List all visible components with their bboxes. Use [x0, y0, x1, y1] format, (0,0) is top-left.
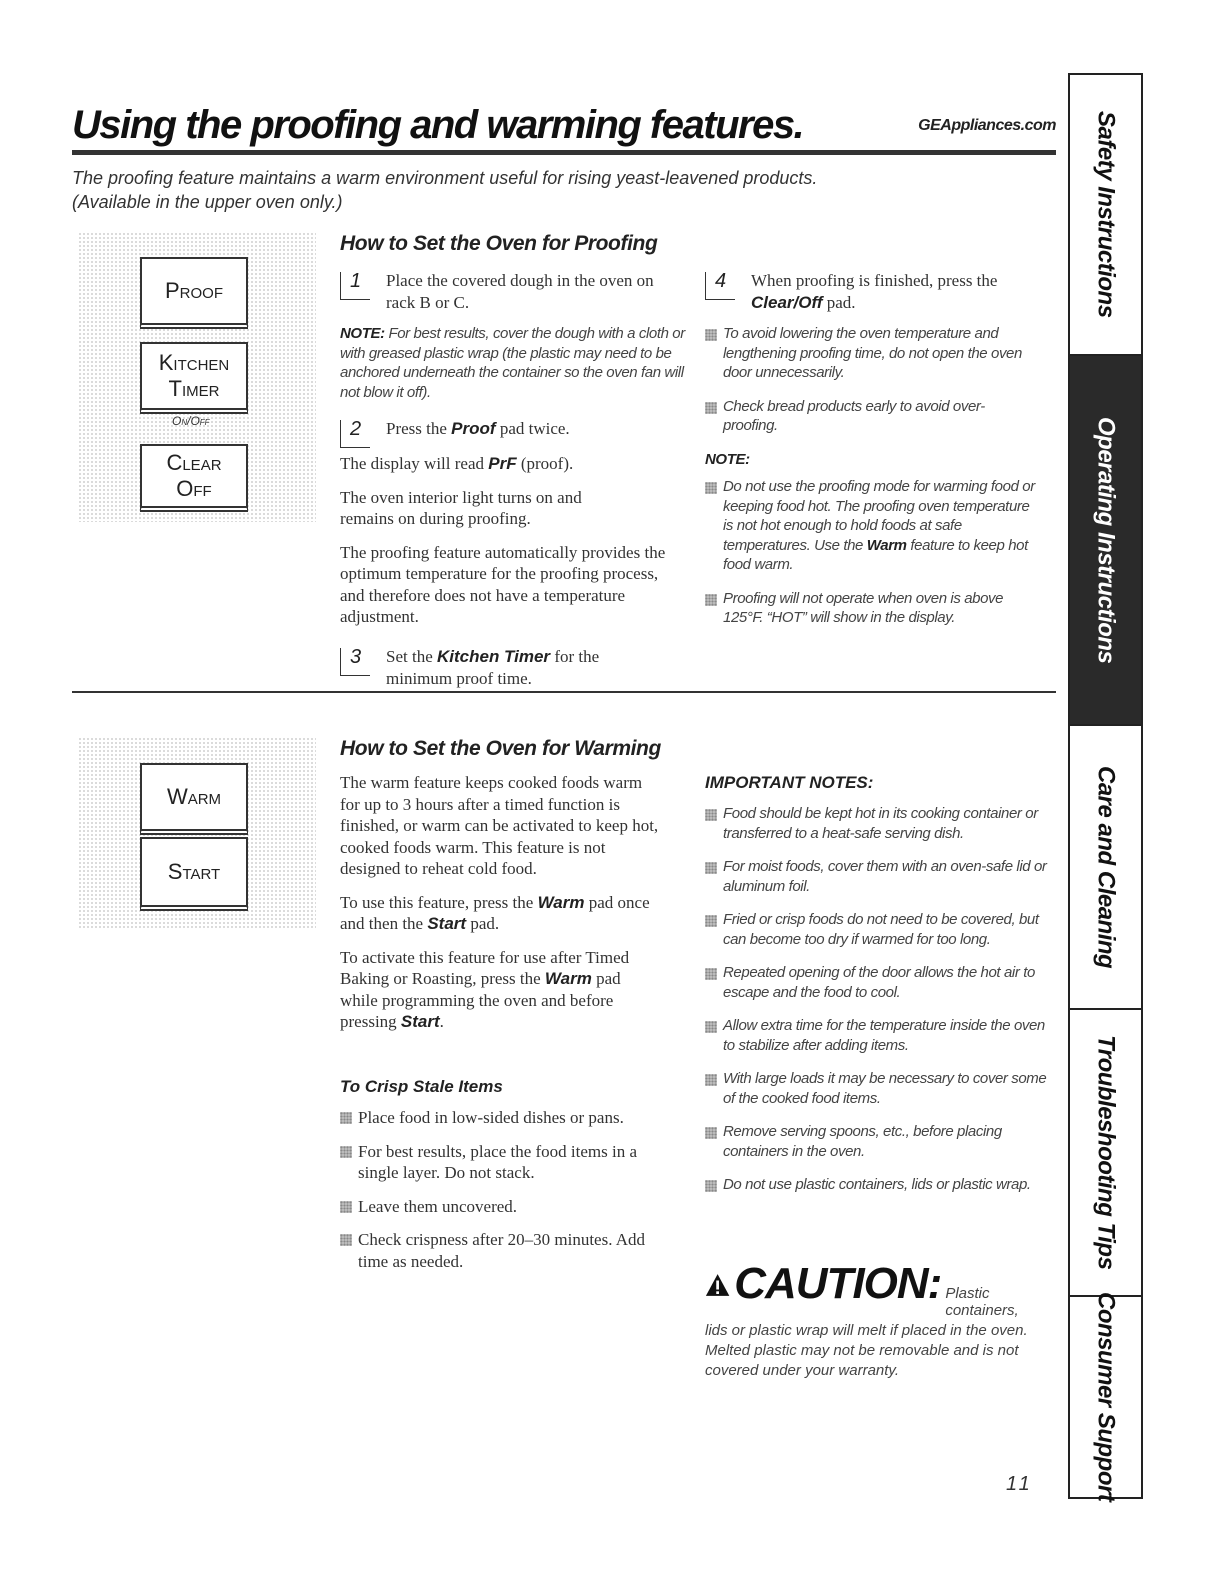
- step-number: [705, 272, 735, 300]
- para-3-pre: To activate this feature for use after Timed Baking or Roasting, press the: [340, 947, 630, 988]
- proofing-tips: [705, 324, 1035, 642]
- warming-para-2: [340, 892, 660, 935]
- list-item: Do not use plastic containers, lids or plastic wrap.: [705, 1175, 1055, 1195]
- prf-code: PrF: [488, 454, 517, 473]
- list-item: Check bread products early to avoid over-proofing.: [705, 397, 1035, 436]
- tab-safety-instructions[interactable]: [1070, 75, 1141, 356]
- start-pad-ref: Start: [400, 1012, 440, 1031]
- para-2-mid: pad once and then the: [340, 892, 650, 933]
- list-item: Repeated opening of the door allows the hot air to escape and the food to cool.: [705, 963, 1055, 1002]
- start-pad-ref: Start: [427, 914, 467, 933]
- crisp-heading: To Crisp Stale Items: [340, 1077, 503, 1096]
- tab-label: Care and Cleaning: [1092, 765, 1120, 969]
- proofing-keypad-illustration: [78, 232, 316, 522]
- proof-key: [140, 257, 248, 329]
- caution-word: CAUTION:: [734, 1259, 942, 1308]
- caution-rest: Plastic containers,: [945, 1285, 1019, 1319]
- important-notes-list: [705, 804, 1055, 1209]
- tab-consumer-support[interactable]: [1070, 1292, 1141, 1502]
- list-item: Check crispness after 20–30 minutes. Add time as needed.: [340, 1229, 670, 1272]
- tab-label: Troubleshooting Tips: [1092, 1035, 1120, 1270]
- proofing-heading: How to Set the Oven for Proofing: [340, 232, 658, 255]
- tab-label: Safety Instructions: [1092, 111, 1120, 318]
- step-3-pre: Set the: [386, 647, 437, 666]
- caution-body: lids or plastic wrap will melt if placed in the oven. Melted plastic may not be removable and is not covered under your warranty.: [705, 1322, 1028, 1379]
- step-number: [340, 272, 370, 300]
- proofing-step-2: [340, 418, 685, 440]
- list-item: Remove serving spoons, etc., before placing containers in the oven.: [705, 1122, 1055, 1161]
- warming-body: [340, 772, 660, 1045]
- tab-care-and-cleaning[interactable]: [1070, 726, 1141, 1010]
- display-post: (proof).: [516, 454, 574, 473]
- tab-operating-instructions[interactable]: [1070, 356, 1141, 726]
- step-1-number: 1: [349, 270, 362, 292]
- display-text: [340, 453, 685, 475]
- clear-off-key: [140, 444, 248, 512]
- section-tabs: [1068, 73, 1143, 1502]
- para-2-post: pad.: [466, 914, 500, 933]
- step-3-post: for the minimum proof time.: [386, 647, 600, 688]
- caution-title: [705, 1259, 1055, 1319]
- proofing-para-2: The proofing feature automatically provides the optimum temperature for the proofing process, and therefore does not have a temperature adjustment.: [340, 542, 666, 626]
- warming-heading: How to Set the Oven for Warming: [340, 737, 661, 760]
- clear-off-pad-ref: Clear/Off: [751, 292, 823, 312]
- kitchen-timer-key-line2: Timer: [168, 376, 220, 401]
- step-1-text: Place the covered dough in the oven on rack B or C.: [386, 271, 654, 312]
- intro-text: [72, 166, 972, 214]
- note-2-label: [705, 450, 1035, 470]
- step-2-number: 2: [349, 418, 362, 440]
- para-3-post: .: [439, 1012, 444, 1031]
- step-4-number: 4: [714, 270, 727, 292]
- page-title: Using the proofing and warming features.: [72, 103, 804, 147]
- warming-para-3: [340, 947, 660, 1033]
- clear-key-line1: Clear: [166, 450, 222, 475]
- warm-pad-ref: Warm: [537, 892, 585, 912]
- proof-pad-ref: Proof: [451, 419, 496, 438]
- tab-troubleshooting-tips[interactable]: [1070, 1010, 1141, 1297]
- caution-block: [705, 1259, 1055, 1381]
- start-key-label: Start: [167, 859, 221, 884]
- list-item: For best results, place the food items in a single layer. Do not stack.: [340, 1141, 670, 1184]
- tab-label: Operating Instructions: [1092, 416, 1120, 664]
- list-item: Fried or crisp foods do not need to be covered, but can become too dry if warmed for too long.: [705, 910, 1055, 949]
- warm-pad-ref: Warm: [544, 969, 592, 988]
- proofing-step-3: [340, 646, 640, 689]
- proofing-step-4: [705, 270, 1045, 313]
- tab-label: Consumer Support: [1092, 1292, 1120, 1502]
- important-notes-heading: IMPORTANT NOTES:: [705, 773, 874, 792]
- proof-key-label: Proof: [164, 278, 223, 303]
- list-item: To avoid lowering the oven temperature and lengthening proofing time, do not open the oven door unnecessarily.: [705, 324, 1035, 383]
- proofing-body: [340, 453, 685, 640]
- list-item: Place food in low-sided dishes or pans.: [340, 1107, 670, 1129]
- list-item: Leave them uncovered.: [340, 1196, 670, 1218]
- website-url: GEAppliances.com: [918, 117, 1056, 134]
- proofing-step-1: [340, 270, 685, 313]
- step-number: [340, 648, 370, 676]
- step-2-post: pad twice.: [495, 419, 570, 438]
- list-item: Proofing will not operate when oven is above 125°F. “HOT” will show in the display.: [705, 589, 1035, 628]
- on-off-label: On/Off: [172, 414, 210, 428]
- page-number: 11: [1006, 1473, 1033, 1495]
- clear-key-line2: Off: [176, 476, 212, 501]
- para-3-mid: pad while programming the oven and before pressing: [340, 969, 621, 1031]
- step-number: [340, 420, 370, 448]
- list-item: Food should be kept hot in its cooking container or transferred to a heat-safe serving dish.: [705, 804, 1055, 843]
- section-divider: [72, 691, 1056, 693]
- warm-key: [140, 763, 248, 835]
- proofing-para-1: The oven interior light turns on and remains on during proofing.: [340, 487, 582, 528]
- warming-keypad-illustration: [78, 737, 316, 929]
- header-rule: [72, 150, 1056, 155]
- note-label: NOTE:: [705, 450, 750, 468]
- intro-line-1: The proofing feature maintains a warm environment useful for rising yeast-leavened products.: [72, 168, 818, 188]
- list-item: For moist foods, cover them with an oven-safe lid or aluminum foil.: [705, 857, 1055, 896]
- warm-key-label: Warm: [166, 784, 222, 809]
- step-2-pre: Press the: [386, 419, 452, 438]
- kitchen-timer-key: [140, 342, 248, 414]
- list-item: With large loads it may be necessary to cover some of the cooked food items.: [705, 1069, 1055, 1108]
- step-3-number: 3: [349, 646, 362, 668]
- note-2-b1-post: feature to keep hot food warm.: [723, 536, 1028, 573]
- start-key: [140, 837, 248, 911]
- warming-para-1: The warm feature keeps cooked foods warm for up to 3 hours after a timed function is finished, or warm can be activated to keep hot, cooked foods warm. This feature is not designed to reheat cold food.: [340, 773, 659, 878]
- para-2-pre: To use this feature, press the: [340, 892, 538, 912]
- proofing-note-1: [340, 324, 685, 402]
- step-4-pre: When proofing is finished, press the: [751, 271, 998, 290]
- note-2-b1-text: Do not use the proofing mode for warming food or keeping food hot. The proofing oven temperature is not hot enough to hold foods at safe temperatures. Use the: [723, 478, 1035, 554]
- kitchen-timer-key-line1: Kitchen: [158, 350, 230, 375]
- intro-line-2: (Available in the upper oven only.): [72, 192, 343, 212]
- kitchen-timer-pad-ref: Kitchen Timer: [437, 647, 551, 666]
- step-4-post: pad.: [822, 292, 856, 312]
- display-pre: The display will read: [340, 454, 489, 473]
- note-label: NOTE:: [340, 325, 385, 342]
- list-item: Allow extra time for the temperature inside the oven to stabilize after adding items.: [705, 1016, 1055, 1055]
- crisp-list: [340, 1107, 670, 1284]
- list-item: [705, 477, 1035, 575]
- warm-pad-ref: Warm: [866, 536, 907, 554]
- warning-triangle-icon: [705, 1272, 730, 1298]
- note-1-text: For best results, cover the dough with a cloth or with greased plastic wrap (the plastic may need to be anchored underneath the container so the oven fan will not blow it off).: [340, 325, 685, 401]
